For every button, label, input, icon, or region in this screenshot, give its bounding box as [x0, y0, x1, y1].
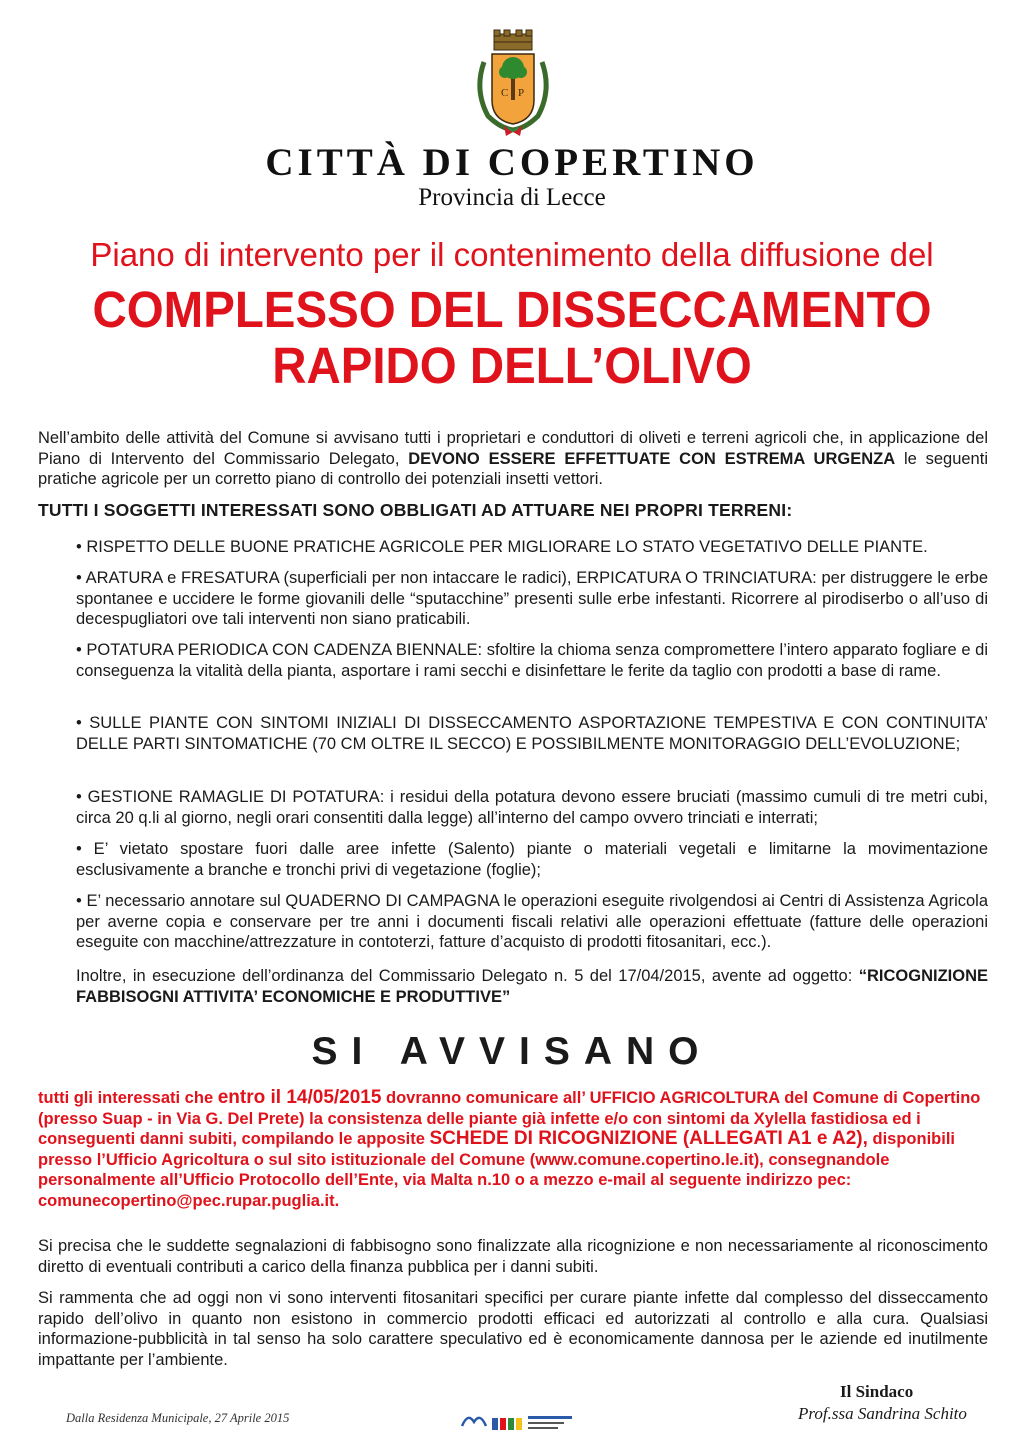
province-name: Provincia di Lecce	[418, 184, 606, 211]
mayor-title: Il Sindaco	[840, 1382, 914, 1401]
notice-heading: SI AVVISANO	[311, 1030, 713, 1073]
mayor-name: Prof.ssa Sandrina Schito	[798, 1404, 967, 1423]
bullet-item-3: • POTATURA PERIODICA CON CADENZA BIENNALE: sfoltire la chioma senza compromettere l’intero apparato fogliare e di conseguenza la vitalità della pianta, asportare i rami secchi e disinfettare le ferite da taglio con prodotti a base di rame.	[76, 641, 988, 680]
printer-logo-icon	[458, 1408, 578, 1438]
headline-line-2: RAPIDO DELL’OLIVO	[272, 337, 752, 394]
bullet-item-2: • ARATURA e FRESATURA (superficiali per non intaccare le radici), ERPICATURA O TRINCIATURA: per distruggere le erbe spontanee e uccidere le forme giovanili delle “sputacchine” presenti sulle erbe infestanti. Ricorrere al pirodiserbo o all’uso di decespugliatori ove tali interventi non siano praticabili.	[76, 569, 988, 628]
headline-line-1: COMPLESSO DEL DISSECCAMENTO	[92, 281, 932, 338]
obligation-heading: TUTTI I SOGGETTI INTERESSATI SONO OBBLIGATI AD ATTUARE NEI PROPRI TERRENI:	[38, 500, 793, 520]
city-name: CITTÀ DI COPERTINO	[265, 141, 759, 184]
bullet-item-4: • SULLE PIANTE CON SINTOMI INIZIALI DI DISSECCAMENTO ASPORTAZIONE TEMPESTIVA E CON CONTINUITA’ DELLE PARTI SINTOMATICHE (70 CM OLTRE IL SECCO) E POSSIBILMENTE MONITORAGGIO DELL’EVOLUZIONE;	[76, 714, 988, 753]
ordinance-paragraph: Inoltre, in esecuzione dell’ordinanza del Commissario Delegato n. 5 del 17/04/2015, avente ad oggetto: “RICOGNIZIONE FABBISOGNI ATTIVITA’ ECONOMICHE E PRODUTTIVE”	[76, 967, 988, 1006]
bullet-item-7: • E’ necessario annotare sul QUADERNO DI CAMPAGNA le operazioni eseguite rivolgendosi ai Centri di Assistenza Agricola per averne copia e conservare per tre anni i documenti fiscali relativi alle operazioni effettuate (fatture delle operazioni eseguite con macchine/attrezzature in contoterzi, fatture d’acquisto di prodotti fitosanitari, ecc.).	[76, 892, 988, 951]
plan-title: Piano di intervento per il contenimento della diffusione del	[90, 236, 934, 273]
bullet-item-6: • E’ vietato spostare fuori dalle aree infette (Salento) piante o materiali vegetali e limitarne la movimentazione esclusivamente a branche e tronchi privi di vegetazione (foglie);	[76, 840, 988, 879]
bullet-item-5: • GESTIONE RAMAGLIE DI POTATURA: i residui della potatura devono essere bruciati (massimo cumuli di tre metri cubi, circa 20 q.li al giorno, negli orari consentiti dalla legge) all’interno del campo ovvero trinciati e interrati;	[76, 788, 988, 827]
crest-letter-p: P	[518, 87, 525, 99]
bullet-item-1: • RISPETTO DELLE BUONE PRATICHE AGRICOLE PER MIGLIORARE LO STATO VEGETATIVO DELLE PIANTE.	[76, 538, 928, 556]
place-date: Dalla Residenza Municipale, 27 Aprile 2015	[66, 1411, 290, 1425]
coat-of-arms-icon	[470, 28, 556, 138]
notice-paragraph: tutti gli interessati che entro il 14/05/2015 dovranno comunicare all’ UFFICIO AGRICOLTURA del Comune di Copertino (presso Suap - in Via G. Del Prete) la consistenza delle piante già infette e/o con sintomi da Xylella fastidiosa ed i conseguenti danni subiti, compilando le apposite SCHEDE DI RICOGNIZIONE (ALLEGATI A1 e A2), disponibili presso l’Ufficio Agricoltura o sul sito istituzionale del Comune (www.comune.copertino.le.it), consegnandole personalmente all’Ufficio Protocollo dell’Ente, via Malta n.10 o a mezzo e-mail al seguente indirizzo pec: comunecopertino@pec.rupar.puglia.it.	[38, 1087, 981, 1210]
intro-paragraph: Nell’ambito delle attività del Comune si avvisano tutti i proprietari e conduttori di oliveti e terreni agricoli che, in applicazione del Piano di Intervento del Commissario Delegato, DEVONO ESSERE EFFETTUATE CON ESTREMA URGENZA le seguenti pratiche agricole per un corretto piano di controllo dei potenziali insetti vettori.	[38, 429, 988, 488]
closing-paragraph-1: Si precisa che le suddette segnalazioni di fabbisogno sono finalizzate alla ricognizione e non necessariamente al riconoscimento diretto di eventuali contributi a carico della finanza pubblica per i danni subiti.	[38, 1237, 988, 1276]
closing-paragraph-2: Si rammenta che ad oggi non vi sono interventi fitosanitari specifici per curare piante infette dal complesso del disseccamento rapido dell’olivo in quanto non esistono in commercio prodotti efficaci ed autorizzati al controllo e alla cura. Qualsiasi informazione-pubblicità in tal senso ha solo carattere speculativo ed è economicamente dannosa per le aziende ed inutilmente impattante per l’ambiente.	[38, 1289, 988, 1369]
crest-letter-c: C	[501, 87, 509, 99]
